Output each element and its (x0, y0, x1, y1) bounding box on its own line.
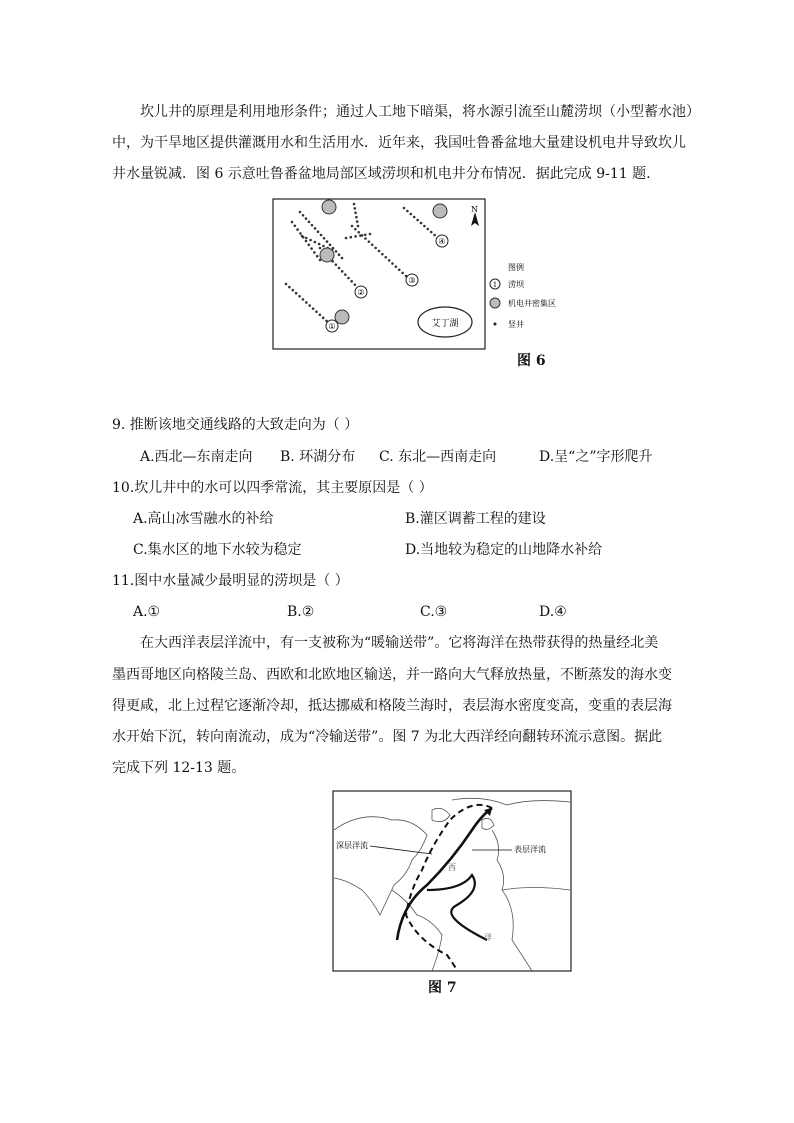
surface-current-label: 表层洋流 (514, 845, 546, 854)
shaft-dot (317, 230, 320, 233)
shaft-dot (335, 250, 338, 253)
shaft-dot (319, 247, 322, 250)
passage2-line1: 在大西洋表层洋流中，有一支被称为“暖输送带”。它将海洋在热带获得的热量经北美 (140, 635, 659, 651)
shaft-dot (350, 236, 353, 239)
q9-option-a: A.西北—东南走向 (140, 449, 253, 465)
svg-text:N: N (471, 205, 478, 214)
shaft-dot (356, 220, 359, 223)
well-cluster-icon (335, 310, 349, 324)
shaft-dot (354, 235, 357, 238)
shaft-dot (319, 313, 322, 316)
shaft-dot (322, 317, 325, 320)
shaft-dot (338, 267, 341, 270)
q11-option-a: A.① (133, 604, 161, 620)
q10-option-d: D.当地较为稳定的山地降水补给 (405, 542, 603, 558)
figure7-caption: 图 7 (428, 980, 457, 996)
shaft-dot (299, 232, 302, 235)
shaft-dot (371, 243, 374, 246)
legend-dam: 涝坝 (508, 280, 524, 289)
shaft-dot (430, 231, 433, 234)
shaft-dot (384, 256, 387, 259)
shaft-dot (305, 237, 308, 240)
shaft-dot (354, 212, 357, 215)
shaft-dot (294, 225, 297, 228)
shaft-dot (285, 283, 288, 286)
shaft-dot (320, 234, 323, 237)
passage1-line1: 坎儿井的原理是利用地形条件；通过人工地下暗渠，将水源引流至山麓涝坝（小型蓄水池） (140, 104, 700, 120)
question10-stem: 10.坎儿井中的水可以四季常流，其主要原因是（ ） (112, 480, 433, 496)
shaft-dot (381, 253, 384, 256)
q9-option-d: D.呈“之”字形爬升 (539, 449, 653, 465)
well-cluster-icon (320, 248, 334, 262)
shaft-dot (401, 272, 404, 275)
shaft-dot (369, 233, 372, 236)
shaft-dot (364, 234, 367, 237)
figure6-map (272, 198, 572, 350)
shaft-dot (341, 270, 344, 273)
figure6-legend (490, 262, 556, 329)
shaft-dot (391, 262, 394, 265)
shaft-dot (354, 207, 357, 210)
shaft-dot (420, 222, 423, 225)
shaft-dot (410, 213, 413, 216)
svg-text:④: ④ (438, 237, 446, 246)
q10-option-b: B.灌区调蓄工程的建设 (405, 511, 546, 527)
shaft-dot (354, 283, 357, 286)
shaft-dot (326, 240, 329, 243)
shaft-dot (301, 235, 304, 238)
lake-label: 艾丁湖 (431, 319, 459, 329)
shaft-dot (364, 237, 367, 240)
shaft-dot (308, 244, 311, 247)
shaft-dot (308, 221, 311, 224)
shaft-dot (357, 231, 360, 234)
shaft-dot (323, 237, 326, 240)
shaft-dot (413, 216, 416, 219)
shaft-dot (295, 292, 298, 295)
q10-option-c: C.集水区的地下水较为稳定 (133, 542, 302, 558)
deep-current-label: 深层洋流 (336, 841, 368, 850)
shaft-dot (314, 227, 317, 230)
shaft-dot (353, 203, 356, 206)
shaft-dot (374, 247, 377, 250)
passage2-line2: 墨西哥地区向格陵兰岛、西欧和北欧地区输送，并一路向大气释放热量，不断蒸发的海水变 (112, 667, 672, 683)
shaft-dot (357, 225, 360, 228)
q10-option-a: A.高山冰雪融水的补给 (133, 511, 274, 527)
shaft-dot (310, 247, 313, 250)
well-cluster-icon (322, 200, 336, 214)
q9-option-c: C. 东北—西南走向 (379, 449, 497, 465)
shaft-dot (298, 295, 301, 298)
svg-text:1: 1 (492, 281, 498, 289)
shaft-dot (338, 253, 341, 256)
shaft-dot (351, 225, 354, 228)
shaft-dot (355, 216, 358, 219)
shaft-dot (302, 298, 305, 301)
shaft-dot (341, 257, 344, 260)
passage2-line5: 完成下列 12-13 题。 (112, 760, 246, 776)
shaft-dot (296, 228, 299, 231)
shaft-dot (305, 217, 308, 220)
ocean-label-north: 西 (448, 863, 456, 872)
legend-shaft: 竖井 (508, 320, 524, 329)
shaft-dot (313, 251, 316, 254)
shaft-dot (368, 240, 371, 243)
q9-option-b: B. 环湖分布 (280, 449, 356, 465)
question9-stem: 9. 推断该地交通线路的大致走向为（ ） (112, 417, 359, 433)
legend-wells: 机电井密集区 (508, 299, 556, 308)
figure7-map (332, 790, 572, 972)
svg-text:③: ③ (408, 276, 416, 285)
figure6-caption: 图 6 (517, 353, 546, 369)
shaft-dot (359, 234, 362, 237)
shaft-dot (318, 243, 321, 246)
shaft-dot (403, 207, 406, 210)
svg-text:②: ② (357, 288, 365, 297)
q11-option-d: D.④ (539, 604, 567, 620)
shaft-dot (305, 240, 308, 243)
shaft-dot (329, 244, 332, 247)
shaft-dot (311, 224, 314, 227)
shaft-dot (423, 225, 426, 228)
shaft-dot (305, 301, 308, 304)
shaft-dot (388, 259, 391, 262)
question11-stem: 11.图中水量减少最明显的涝坝是（ ） (112, 573, 349, 589)
legend-title: 图例 (508, 263, 524, 272)
passage2-line4: 水开始下沉，转向南流动，成为“冷输送带”。图 7 为北大西洋经向翻转环流示意图。据此 (112, 729, 663, 745)
shaft-dot (335, 263, 338, 266)
shaft-dot (427, 228, 430, 231)
shaft-dot (288, 286, 291, 289)
shaft-dot (299, 211, 302, 214)
shaft-dot (309, 239, 312, 242)
shaft-dot (291, 221, 294, 224)
shaft-dot (322, 245, 325, 248)
passage1-line2: 中，为干旱地区提供灌溉用水和生活用水．近年来，我国吐鲁番盆地大量建设机电井导致坎儿 (112, 135, 686, 151)
shaft-dot (312, 307, 315, 310)
shaft-dot (347, 277, 350, 280)
shaft-dot (316, 255, 319, 258)
shaft-dot (291, 289, 294, 292)
ocean-label-south: 洋 (484, 933, 492, 942)
well-cluster-icon (433, 204, 447, 218)
shaft-dot (350, 280, 353, 283)
passage1-line3: 井水量锐减．图 6 示意吐鲁番盆地局部区域涝坝和机电井分布情况．据此完成 9-11 题. (112, 166, 651, 182)
shaft-dot (345, 237, 348, 240)
q11-option-c: C.③ (420, 604, 448, 620)
svg-text:①: ① (328, 322, 336, 331)
shaft-dot (416, 219, 419, 222)
q11-option-b: B.② (287, 604, 315, 620)
shaft-dot (315, 310, 318, 313)
shaft-dot (433, 234, 436, 237)
shaft-dot (395, 265, 398, 268)
shaft-dot (308, 304, 311, 307)
shaft-dot (398, 268, 401, 271)
shaft-dot (344, 273, 347, 276)
shaft-dot (354, 228, 357, 231)
passage2-line3: 得更咸，北上过程它逐渐冷却，抵达挪威和格陵兰海时，表层海水密度变高，变重的表层海 (112, 698, 672, 714)
shaft-dot (406, 210, 409, 213)
shaft-dot (302, 214, 305, 217)
shaft-dot (314, 241, 317, 244)
shaft-dot (378, 250, 381, 253)
